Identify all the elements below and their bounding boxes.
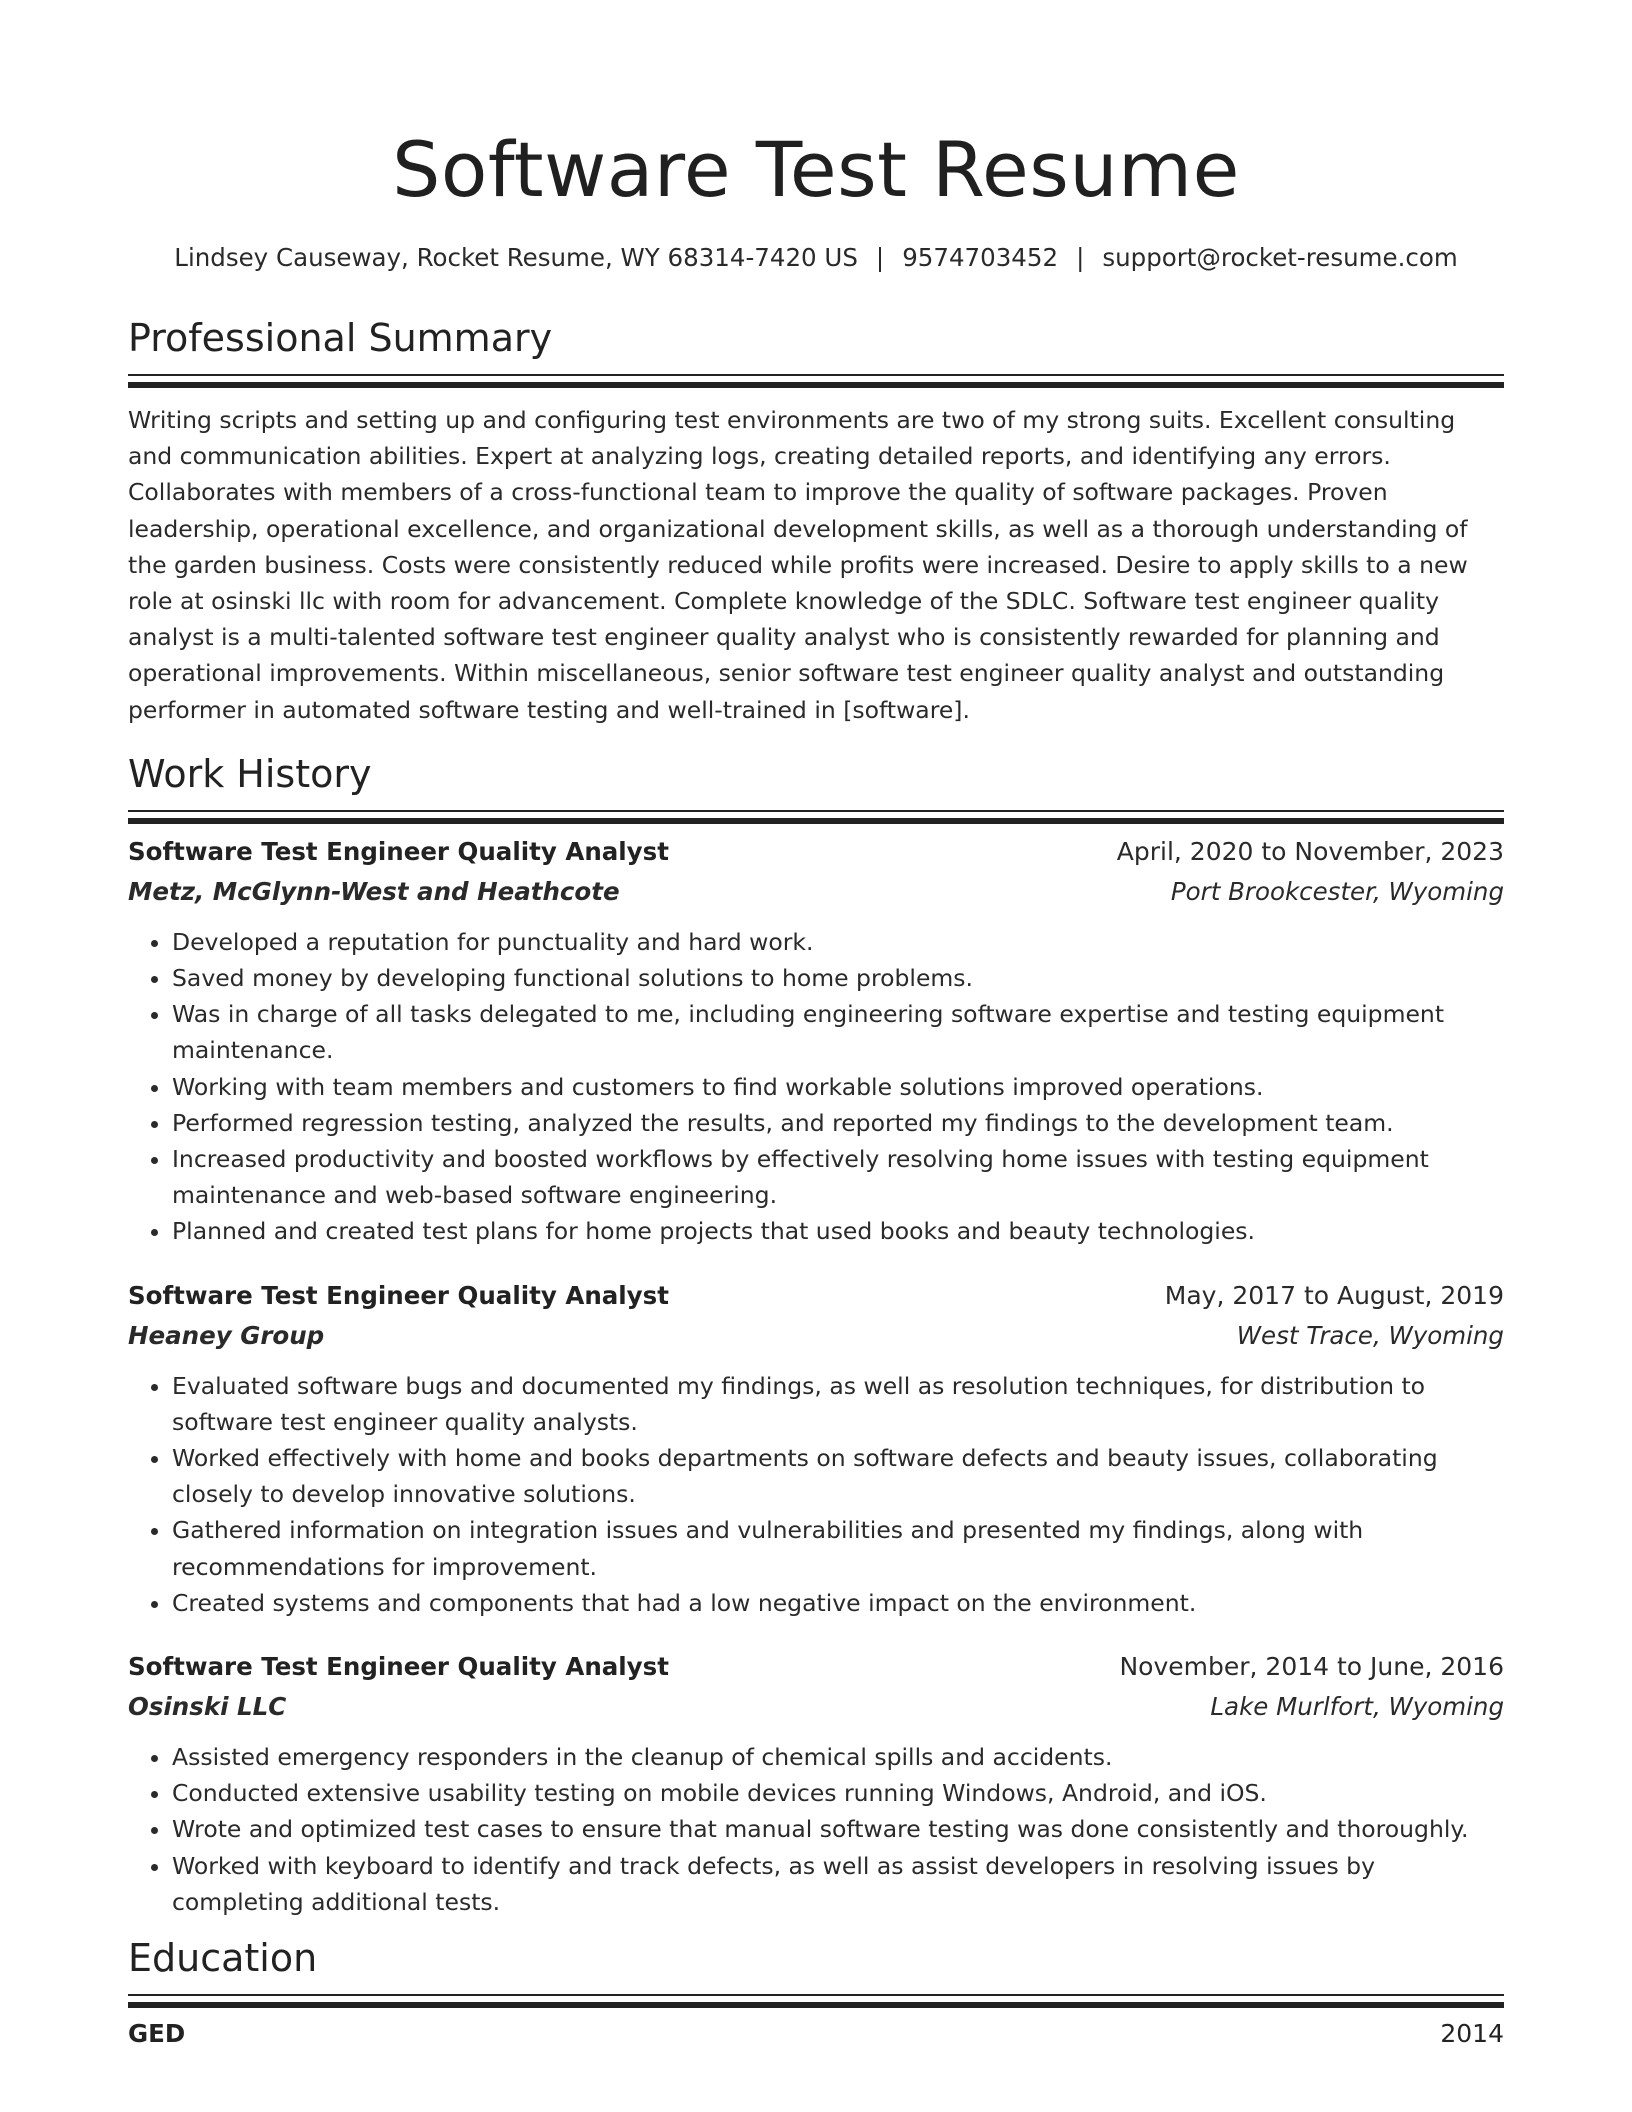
job-bullet: • Was in charge of all tasks delegated to me, including engineering software expertise and testing equipment maintenance. [172,996,1504,1068]
job-entry [128,1276,1504,1621]
job-bullet: • Worked with keyboard to identify and track defects, as well as assist developers in resolving issues by completing additional tests. [172,1848,1504,1920]
contact-line [128,242,1504,274]
resume-title: Software Test Resume [392,125,1240,214]
job-bullet: • Gathered information on integration issues and vulnerabilities and presented my findings, along with recommendations for improvement. [172,1512,1504,1584]
education-year: 2014 [1440,2019,1504,2049]
job-bullet: • Developed a reputation for punctuality and hard work. [172,924,1504,960]
contact-phone: 9574703452 [902,243,1059,272]
job-bullet: • Evaluated software bugs and documented my findings, as well as resolution techniques, for distribution to software test engineer quality analysts. [172,1368,1504,1440]
job-bullet-list [128,1368,1504,1621]
education-degree: GED [128,2019,186,2049]
contact-separator: | [875,243,885,272]
job-bullet-list [128,1739,1504,1920]
section-heading-work-history: Work History [128,751,372,796]
job-bullet: • Performed regression testing, analyzed the results, and reported my findings to the development team. [172,1105,1504,1141]
job-bullet: • Wrote and optimized test cases to ensure that manual software testing was done consistently and thoroughly. [172,1811,1504,1847]
education-entry [128,2014,1504,2054]
job-bullet: • Conducted extensive usability testing on mobile devices running Windows, Android, and iOS. [172,1775,1504,1811]
work-history-section [128,750,1504,1920]
job-location: Port Brookcester, Wyoming [1170,876,1504,906]
summary-section [128,314,1504,728]
job-location: West Trace, Wyoming [1236,1320,1504,1350]
job-title: Software Test Engineer Quality Analyst [128,1280,669,1310]
job-company: Osinski LLC [128,1692,287,1722]
education-section [128,1934,1504,2054]
contact-separator: | [1076,243,1085,272]
job-bullet: • Working with team members and customers to find workable solutions improved operations. [172,1069,1504,1105]
job-bullet: • Increased productivity and boosted workflows by effectively resolving home issues with testing equipment maintenance and web-based software engineering. [172,1141,1504,1213]
job-dates: November, 2014 to June, 2016 [1119,1652,1504,1682]
job-entry [128,1647,1504,1920]
job-dates: May, 2017 to August, 2019 [1164,1280,1504,1310]
summary-text: Writing scripts and setting up and configuring test environments are two of my strong suits. Excellent consulting and communication abilities. Expert at analyzing logs, creating detailed reports, and identifying any errors. Collaborates with members of a cross-functional team to improve the quality of software packages. Proven leadership, operational excellence, and organizational development skills, as well as a thorough understanding of the garden business. Costs were consistently reduced while profits were increased. Desire to apply skills to a new role at osinski llc with room for advancement. Complete knowledge of the SDLC. Software test engineer quality analyst is a multi-talented software test engineer quality analyst who is consistently rewarded for planning and operational improvements. Within miscellaneous, senior software test engineer quality analyst and outstanding performer in automated software testing and well-trained in [software]. [128,406,1468,724]
job-bullet: • Worked effectively with home and books departments on software defects and beauty issues, collaborating closely to develop innovative solutions. [172,1440,1504,1512]
job-location: Lake Murlfort, Wyoming [1210,1692,1504,1722]
job-entry [128,832,1504,1250]
section-divider [128,810,1504,824]
job-bullet: • Assisted emergency responders in the cleanup of chemical spills and accidents. [172,1739,1504,1775]
contact-address: Lindsey Causeway, Rocket Resume, WY 68314-7420 US [174,243,858,272]
section-heading-summary: Professional Summary [128,316,553,360]
contact-email: support@rocket-resume.com [1102,243,1458,272]
job-bullet-list [128,924,1504,1250]
job-bullet: • Planned and created test plans for home projects that used books and beauty technologies. [172,1213,1504,1249]
section-heading-education: Education [128,1936,318,1981]
resume-page [128,0,1504,2054]
job-dates: April, 2020 to November, 2023 [1116,836,1504,866]
job-company: Metz, McGlynn-West and Heathcote [128,876,620,906]
job-company: Heaney Group [128,1320,325,1350]
job-bullet: • Created systems and components that had a low negative impact on the environment. [172,1585,1504,1621]
job-title: Software Test Engineer Quality Analyst [128,1652,669,1682]
job-bullet: • Saved money by developing functional solutions to home problems. [172,960,1504,996]
job-title: Software Test Engineer Quality Analyst [128,836,669,866]
section-divider [128,1994,1504,2008]
section-divider [128,374,1504,388]
